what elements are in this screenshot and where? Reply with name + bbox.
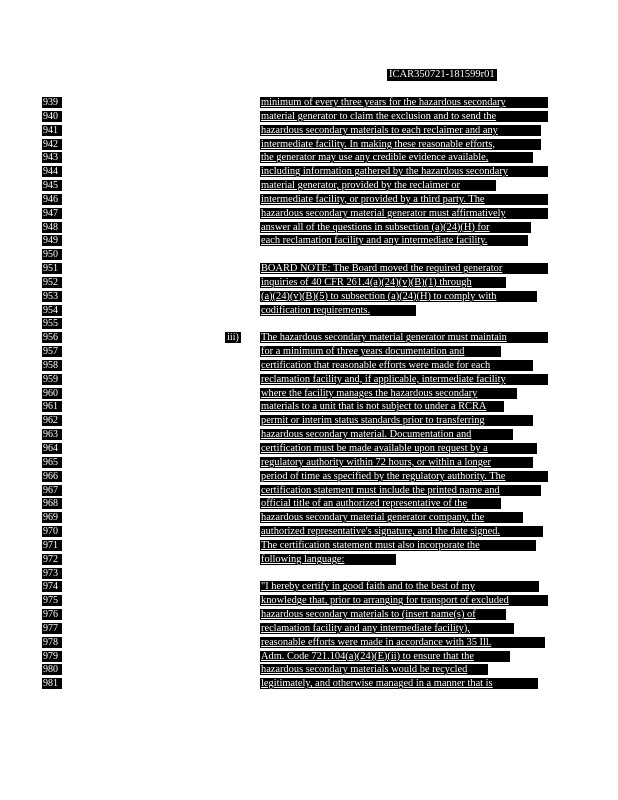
text-line: "I hereby certify in good faith and to the best of my: [260, 581, 539, 592]
text-line: hazardous secondary materials to each reclaimer and any: [260, 125, 541, 136]
text-line: The hazardous secondary material generator must maintain: [260, 332, 548, 343]
text-line: material generator, provided by the reclaimer or: [260, 180, 496, 191]
text-line: knowledge that, prior to arranging for transport of excluded: [260, 595, 548, 606]
text-line: regulatory authority within 72 hours, or within a longer: [260, 457, 533, 468]
line-number: 939: [42, 97, 62, 108]
text-line: hazardous secondary materials would be recycled: [260, 664, 488, 675]
line-number: 968: [42, 498, 62, 509]
text-line: intermediate facility. In making these reasonable efforts,: [260, 139, 541, 150]
line-number: 958: [42, 360, 62, 371]
line-number: 971: [42, 540, 62, 551]
line-number: 961: [42, 401, 62, 412]
line-number: 969: [42, 512, 62, 523]
line-number: 979: [42, 651, 62, 662]
text-line: hazardous secondary material generator must affirmatively: [260, 208, 548, 219]
text-line: intermediate facility, or provided by a third party. The: [260, 194, 548, 205]
text-line: where the facility manages the hazardous secondary: [260, 388, 517, 399]
line-number: 953: [42, 291, 62, 302]
line-number: 962: [42, 415, 62, 426]
line-number: 966: [42, 471, 62, 482]
text-line: codification requirements.: [260, 305, 416, 316]
line-number: 948: [42, 222, 62, 233]
text-line: certification statement must include the printed name and: [260, 485, 541, 496]
text-line: reclamation facility and any intermediate facility),: [260, 623, 514, 634]
subsection-marker: iii): [225, 332, 241, 343]
text-line: hazardous secondary material. Documentation and: [260, 429, 513, 440]
line-number: 965: [42, 457, 62, 468]
line-number: 959: [42, 374, 62, 385]
text-line: permit or interim status standards prior to transferring: [260, 415, 533, 426]
text-line: authorized representative's signature, and the date signed.: [260, 526, 543, 537]
document-id-header: ICAR350721-181599r01: [389, 69, 495, 80]
line-number: 956: [42, 332, 62, 343]
line-number: 950: [42, 249, 62, 260]
line-number: 975: [42, 595, 62, 606]
text-line: the generator may use any credible evidence available,: [260, 152, 533, 163]
line-number: 943: [42, 152, 62, 163]
line-number: 978: [42, 637, 62, 648]
line-number: 945: [42, 180, 62, 191]
text-line: reclamation facility and, if applicable, intermediate facility: [260, 374, 548, 385]
line-number: 973: [42, 568, 62, 579]
line-number: 952: [42, 277, 62, 288]
line-number: 977: [42, 623, 62, 634]
text-line: for a minimum of three years documentation and: [260, 346, 501, 357]
line-number: 964: [42, 443, 62, 454]
text-line: minimum of every three years for the hazardous secondary: [260, 97, 548, 108]
line-number: 949: [42, 235, 62, 246]
line-number: 942: [42, 139, 62, 150]
line-number: 955: [42, 318, 62, 329]
line-number: 957: [42, 346, 62, 357]
text-line: period of time as specified by the regulatory authority. The: [260, 471, 548, 482]
line-number: 972: [42, 554, 62, 565]
line-number: 954: [42, 305, 62, 316]
line-number: 976: [42, 609, 62, 620]
text-line: certification that reasonable efforts were made for each: [260, 360, 533, 371]
line-number: 963: [42, 429, 62, 440]
line-number: 974: [42, 581, 62, 592]
text-line: hazardous secondary material generator company, the: [260, 512, 523, 523]
text-line: Adm. Code 721.104(a)(24)(E)(ii) to ensure that the: [260, 651, 510, 662]
text-line: materials to a unit that is not subject to under a RCRA: [260, 401, 504, 412]
line-number: 980: [42, 664, 62, 675]
line-number: 941: [42, 125, 62, 136]
line-number: 946: [42, 194, 62, 205]
text-line: legitimately, and otherwise managed in a manner that is: [260, 678, 538, 689]
text-line: each reclamation facility and any intermediate facility.: [260, 235, 528, 246]
text-line: inquiries of 40 CFR 261.4(a)(24)(v)(B)(1) through: [260, 277, 506, 288]
text-line: including information gathered by the hazardous secondary: [260, 166, 548, 177]
line-number: 951: [42, 263, 62, 274]
text-line: official title of an authorized representative of the: [260, 498, 501, 509]
text-line: certification must be made available upon request by a: [260, 443, 537, 454]
line-number: 970: [42, 526, 62, 537]
line-number: 981: [42, 678, 62, 689]
text-line: hazardous secondary materials to (insert name(s) of: [260, 609, 506, 620]
text-line: The certification statement must also incorporate the: [260, 540, 536, 551]
text-line: (a)(24)(v)(B)(5) to subsection (a)(24)(H) to comply with: [260, 291, 537, 302]
line-number: 947: [42, 208, 62, 219]
line-number: 940: [42, 111, 62, 122]
line-number: 944: [42, 166, 62, 177]
line-number: 967: [42, 485, 62, 496]
text-line: answer all of the questions in subsection (a)(24)(H) for: [260, 222, 531, 233]
text-line: following language:: [260, 554, 396, 565]
text-line: BOARD NOTE: The Board moved the required generator: [260, 263, 548, 274]
text-line: material generator to claim the exclusion and to send the: [260, 111, 548, 122]
line-number: 960: [42, 388, 62, 399]
text-line: reasonable efforts were made in accordance with 35 Ill.: [260, 637, 545, 648]
